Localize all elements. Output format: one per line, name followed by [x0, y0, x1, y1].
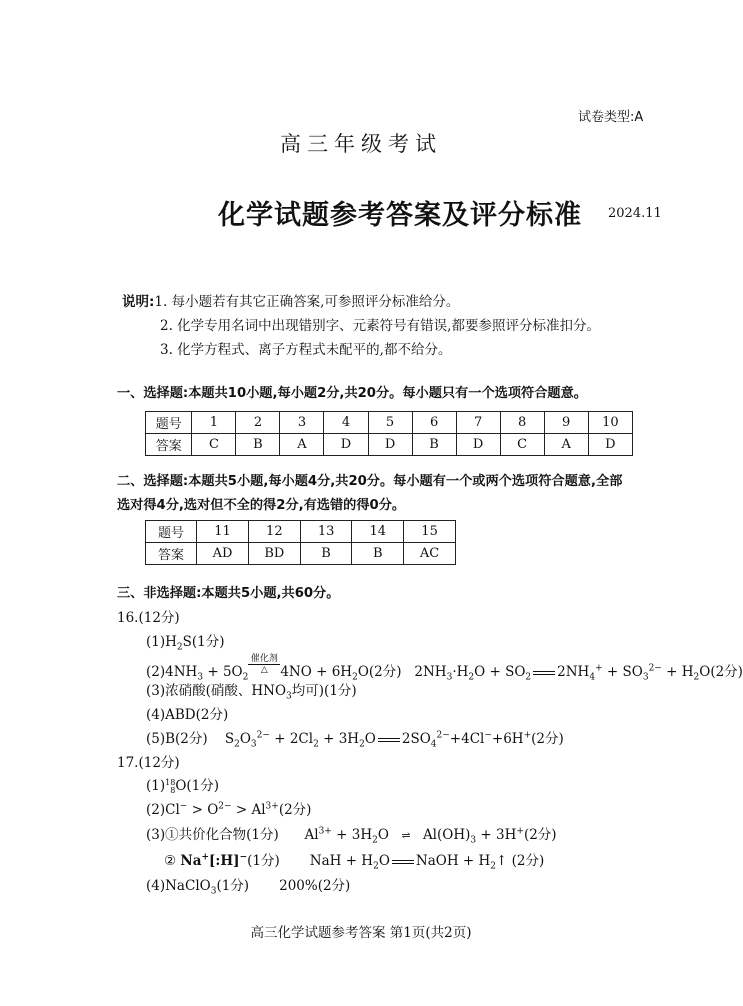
table-row [146, 412, 633, 434]
q17-part3: (3)①共价化合物(1分) $Al^{3+} + 3H_2O$ ⇌ $Al(OH)_3 + 3H^+(2$分) [146, 826, 557, 846]
equals-sign [378, 738, 400, 742]
table-header-cell: 答案 [146, 434, 192, 456]
q16-part3: (3)浓硝酸(硝酸、$HNO_3$均可)(1分) [146, 683, 357, 702]
q17-part1: (1)18 8O(1分) [146, 777, 220, 795]
table-row [146, 521, 456, 543]
question-number-cell: 15 [404, 521, 456, 543]
reaction-condition: 催化剂 △ [248, 654, 280, 675]
section2-answer-table [145, 520, 456, 565]
paper-type-label: 试卷类型:A [578, 110, 644, 125]
section2-title-line2: 选对得4分,选对但不全的得2分,有选错的得0分。 [117, 498, 406, 513]
answer-cell: D [588, 434, 632, 456]
question-number-cell: 3 [280, 412, 324, 434]
notes-block [122, 290, 600, 362]
question-number-cell: 10 [588, 412, 632, 434]
note-item: 2. 化学专用名词中出现错别字、元素符号有错误,都要参照评分标准扣分。 [160, 318, 600, 334]
question-number-cell: 9 [544, 412, 588, 434]
answer-cell: C [192, 434, 236, 456]
answer-cell: B [300, 543, 352, 565]
equals-sign [533, 671, 555, 675]
answer-cell: AD [197, 543, 249, 565]
answer-cell: D [324, 434, 368, 456]
answer-cell: BD [248, 543, 300, 565]
table-row [146, 434, 633, 456]
table-header-cell: 题号 [146, 412, 192, 434]
q17-part3b: ② Na+[:H]−(1分) NaH + $H_2O$ NaOH + $H_2↑$ (2分) [164, 852, 545, 872]
table-row [146, 543, 456, 565]
section3-title: 三、非选择题:本题共5小题,共60分。 [117, 586, 340, 601]
question-number-cell: 13 [300, 521, 352, 543]
q16-part4: (4)ABD(2分) [146, 707, 229, 723]
answer-cell: B [236, 434, 280, 456]
q16-part5: (5)B(2分) $S_2O_3^{2-} + 2Cl_2 + 3H_2O$ $2SO_4^{2-}+4Cl^-+6H^+(2$分) [146, 730, 564, 750]
page-footer: 高三化学试题参考答案 第1页(共2页) [250, 925, 472, 941]
page-title: 化学试题参考答案及评分标准 [218, 200, 582, 231]
answer-cell: C [500, 434, 544, 456]
answer-cell: A [280, 434, 324, 456]
answer-cell: D [456, 434, 500, 456]
table-header-cell: 答案 [146, 543, 197, 565]
q17-part2: $(2)Cl^- > O^{2-} > Al^{3+}(2$分) [146, 801, 312, 818]
section2-title [117, 470, 622, 518]
q17-part4: (4)NaClO$_3$(1分) 200%(2分) [146, 878, 351, 897]
section2-title-line1: 二、选择题:本题共5小题,每小题4分,共20分。每小题有一个或两个选项符合题意,全部 [117, 474, 623, 489]
answer-cell: D [368, 434, 412, 456]
question-number-cell: 2 [236, 412, 280, 434]
q16-part1: $(1)H_2S(1$分) [146, 634, 225, 653]
answer-cell: B [412, 434, 456, 456]
section1-title: 一、选择题:本题共10小题,每小题2分,共20分。每小题只有一个选项符合题意。 [117, 386, 587, 401]
answer-cell: AC [404, 543, 456, 565]
q16-head: 16.(12分) [117, 610, 180, 626]
reversible-arrow-icon: ⇌ [401, 829, 411, 842]
q16-part2: $(2)4NH_3 + 5O_2$ 催化剂 △ $4NO + 6H_2O(2$分) $2NH_3\cdot H_2O + SO_2$ $2NH_4^+ + SO_3^{2-} + H_2O(2$分) [146, 654, 743, 683]
exam-date: 2024.11 [608, 206, 662, 221]
q17-head: 17.(12分) [117, 755, 180, 771]
question-number-cell: 7 [456, 412, 500, 434]
note-item: 1. 每小题若有其它正确答案,可参照评分标准给分。 [154, 294, 460, 310]
question-number-cell: 8 [500, 412, 544, 434]
question-number-cell: 12 [248, 521, 300, 543]
question-number-cell: 14 [352, 521, 404, 543]
note-item: 3. 化学方程式、离子方程式未配平的,都不给分。 [160, 342, 452, 358]
question-number-cell: 5 [368, 412, 412, 434]
notes-label: 说明: [122, 294, 155, 310]
table-header-cell: 题号 [146, 521, 197, 543]
question-number-cell: 1 [192, 412, 236, 434]
question-number-cell: 4 [324, 412, 368, 434]
section1-answer-table [145, 411, 633, 456]
answer-cell: A [544, 434, 588, 456]
equals-sign [392, 860, 414, 864]
exam-title: 高三年级考试 [280, 132, 442, 156]
question-number-cell: 6 [412, 412, 456, 434]
answer-cell: B [352, 543, 404, 565]
question-number-cell: 11 [197, 521, 249, 543]
